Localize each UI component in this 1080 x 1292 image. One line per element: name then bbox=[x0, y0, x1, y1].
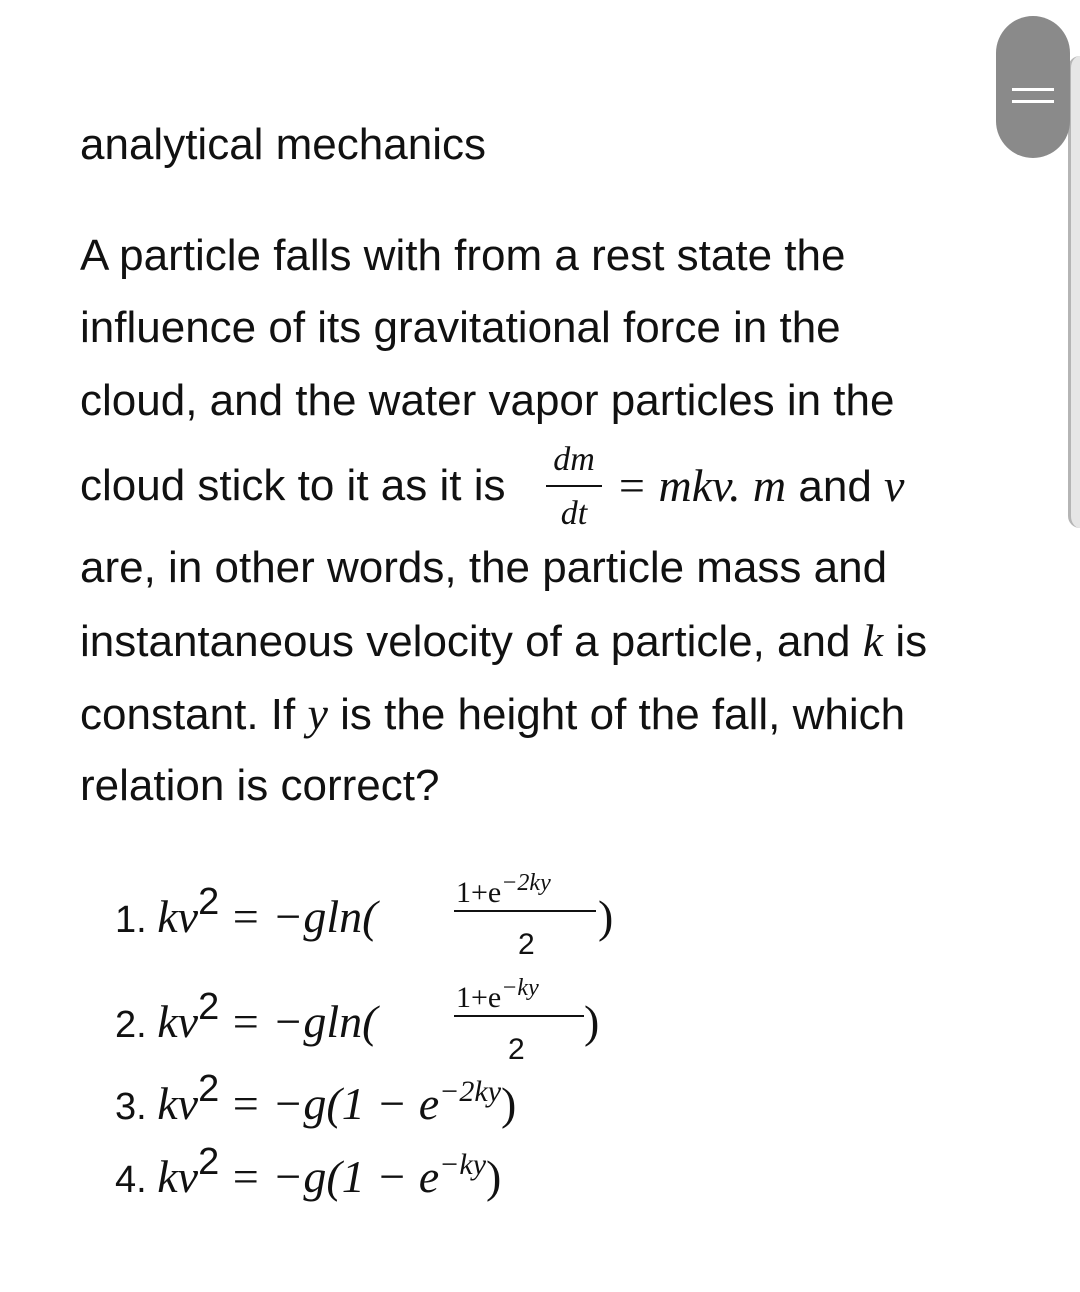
question-line-text: instantaneous velocity of a particle, and bbox=[80, 617, 851, 666]
closing-paren: ) bbox=[598, 891, 614, 942]
option-lhs-exponent: 2 bbox=[198, 1141, 220, 1183]
grip-line bbox=[1012, 100, 1054, 103]
fraction-denominator: 2 bbox=[508, 1033, 525, 1066]
question-line bbox=[80, 614, 927, 669]
equation-rhs bbox=[616, 459, 904, 514]
question-line: influence of its gravitational force in the bbox=[80, 303, 841, 352]
var-y: y bbox=[307, 688, 328, 739]
fraction-denominator: dt bbox=[560, 495, 588, 532]
option-lhs: kv bbox=[157, 891, 199, 942]
fraction-denominator: 2 bbox=[518, 928, 535, 961]
scrollbar-handle[interactable] bbox=[996, 16, 1070, 158]
var-v: v bbox=[884, 460, 905, 511]
option-lhs-exponent: 2 bbox=[198, 1068, 220, 1110]
option-rhs: = −gln( bbox=[229, 891, 378, 942]
question-line-text: is the height of the fall, which bbox=[340, 690, 906, 739]
option-lhs-exponent: 2 bbox=[198, 881, 220, 923]
option-rhs: = −gln( bbox=[229, 996, 378, 1047]
option-rhs: = −g(1 − e bbox=[229, 1151, 440, 1202]
option-lhs: kv bbox=[157, 1151, 199, 1202]
option-lhs-exponent: 2 bbox=[198, 986, 220, 1028]
question-line-text: constant. If bbox=[80, 690, 296, 739]
var-m: m bbox=[752, 460, 787, 511]
option-fraction bbox=[452, 971, 592, 1071]
question-line: A particle falls with from a rest state the bbox=[80, 231, 846, 280]
fraction-bar bbox=[454, 1015, 584, 1017]
option-fraction bbox=[452, 866, 602, 966]
scrollbar-track[interactable] bbox=[1068, 56, 1080, 528]
numerator-base: 1+e bbox=[456, 981, 502, 1014]
option-lhs: kv bbox=[157, 1078, 199, 1129]
option-3 bbox=[115, 1068, 517, 1131]
option-exponent: −2ky bbox=[439, 1075, 502, 1108]
option-number: 4. bbox=[115, 1159, 147, 1201]
question-line bbox=[80, 687, 905, 742]
equation-mkv: = mkv. bbox=[616, 460, 741, 511]
var-k: k bbox=[862, 615, 884, 666]
question-line bbox=[80, 459, 505, 513]
option-lhs: kv bbox=[157, 996, 199, 1047]
option-exponent: −ky bbox=[439, 1148, 487, 1181]
option-equation bbox=[115, 986, 378, 1049]
question-line: relation is correct? bbox=[80, 761, 440, 810]
numerator-exponent: −ky bbox=[501, 975, 539, 1001]
option-rhs: = −g(1 − e bbox=[229, 1078, 440, 1129]
fraction-numerator: dm bbox=[553, 441, 595, 478]
closing-paren: ) bbox=[501, 1078, 517, 1129]
question-line-text: cloud stick to it as it is bbox=[80, 461, 506, 510]
closing-paren: ) bbox=[486, 1151, 502, 1202]
option-number: 2. bbox=[115, 1004, 147, 1046]
fraction-bar bbox=[454, 910, 596, 912]
option-number: 3. bbox=[115, 1086, 147, 1128]
numerator-base: 1+e bbox=[456, 876, 502, 909]
question-line: are, in other words, the particle mass and bbox=[80, 543, 888, 592]
option-number: 1. bbox=[115, 899, 147, 941]
fraction-bar bbox=[546, 485, 602, 487]
option-4 bbox=[115, 1141, 502, 1204]
grip-line bbox=[1012, 88, 1054, 91]
numerator-exponent: −2ky bbox=[501, 870, 551, 896]
fraction-numerator bbox=[456, 866, 551, 910]
question-line: cloud, and the water vapor particles in the bbox=[80, 376, 895, 425]
word-and: and bbox=[798, 462, 872, 511]
closing-paren: ) bbox=[584, 996, 600, 1047]
fraction-numerator bbox=[456, 971, 539, 1015]
page-title: analytical mechanics bbox=[80, 120, 486, 169]
option-equation bbox=[115, 881, 378, 944]
question-line-text: is bbox=[895, 617, 928, 666]
